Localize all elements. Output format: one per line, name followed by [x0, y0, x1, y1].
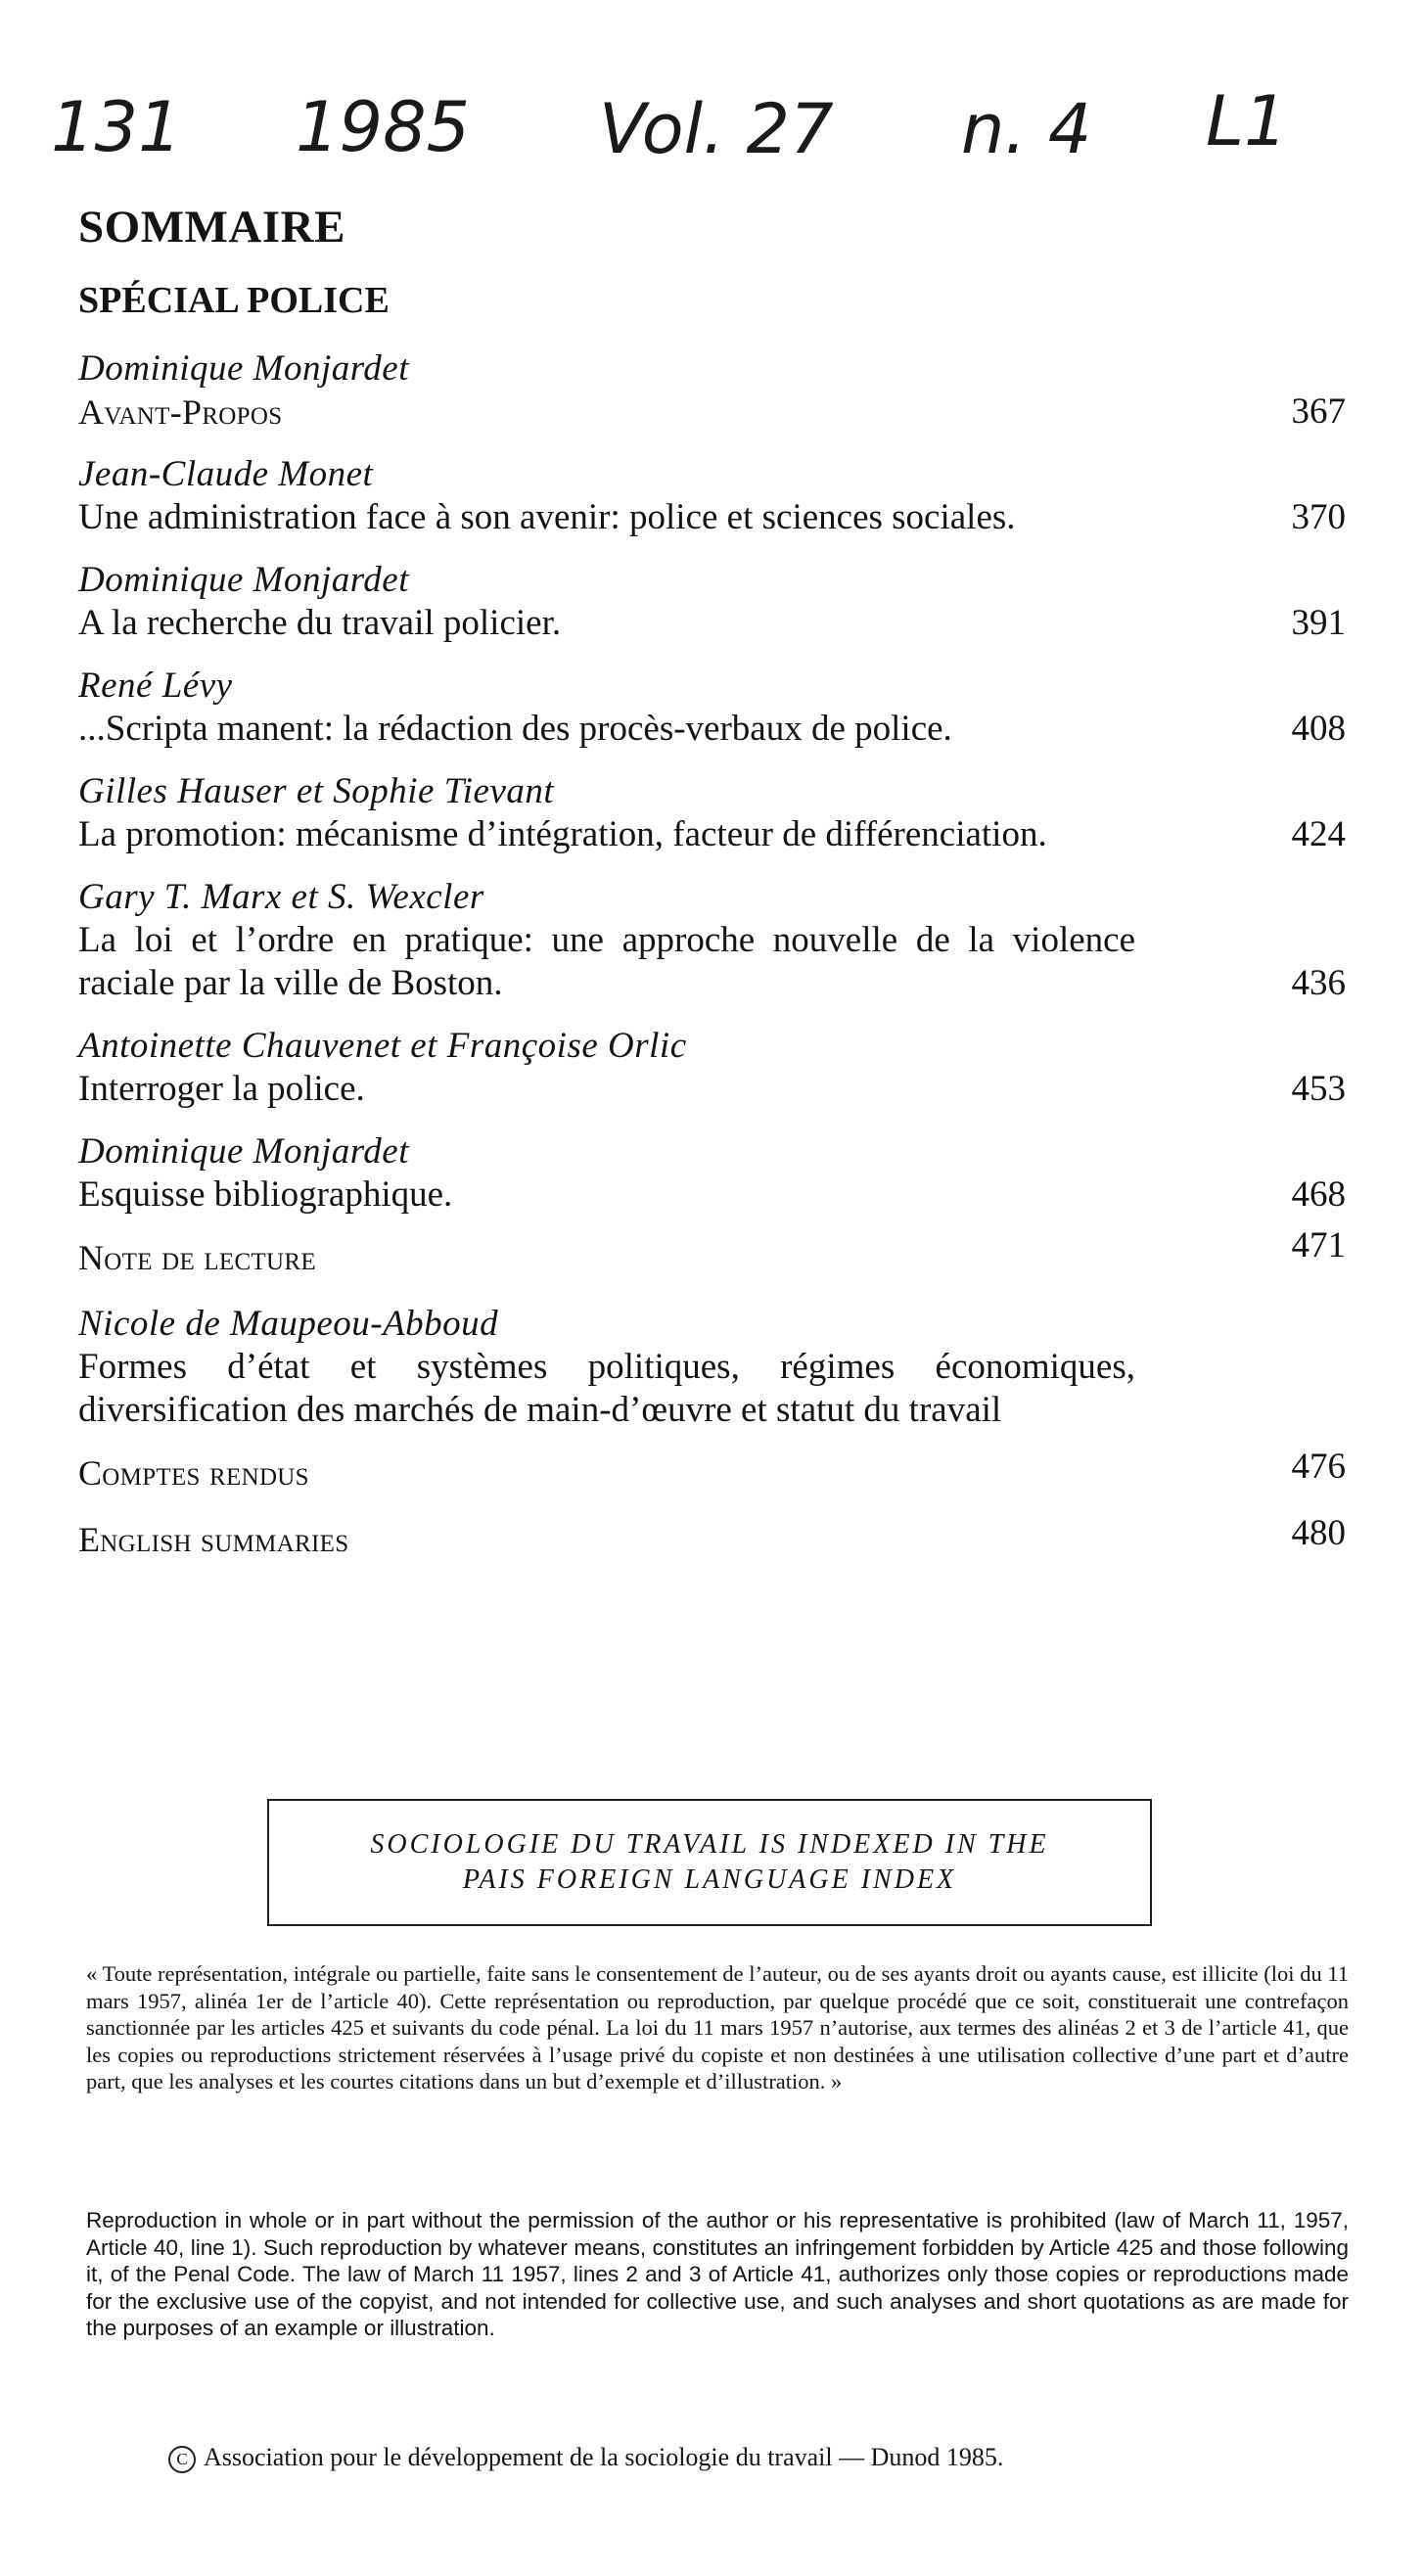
annotation-volume: Vol. 27: [599, 89, 834, 169]
section-note-de-lecture[interactable]: [78, 1225, 1346, 1279]
toc-entry[interactable]: [78, 876, 1346, 1005]
table-of-contents: [78, 347, 1346, 1585]
section-english-summaries[interactable]: [78, 1513, 1346, 1561]
section-label: Note de lecture: [78, 1238, 316, 1277]
entry-author: René Lévy: [78, 666, 233, 706]
issue-subtitle: SPÉCIAL POLICE: [78, 280, 390, 321]
entry-author: Dominique Monjardet: [78, 348, 410, 389]
entry-page: 424: [1291, 814, 1346, 854]
entry-title: Esquisse bibliographique.: [78, 1174, 453, 1215]
entry-author: Antoinette Chauvenet et Françoise Orlic: [78, 1026, 687, 1066]
entry-title: Avant-Propos: [78, 392, 283, 432]
annotation-code: L1: [1206, 81, 1288, 161]
entry-page: 408: [1291, 709, 1346, 749]
legal-notice-english: Reproduction in whole or in part without the permission of the author or his representative is prohibited (law of March 11, 1957, Article 40, line 1). Such reproduction by whatever means, constitutes an infringement forbidden by Article 425 and those following it, of the Penal Code. The law of March 11 1957, lines 2 and 3 of Article 41, authorizes only those copies or reproductions made for the exclusive use of the copyist, and not intended for collective use, and such analyses and short quotations as are made for the purposes of an example or illustration.: [86, 2208, 1349, 2340]
index-notice-line: SOCIOLOGIE DU TRAVAIL IS INDEXED IN THE: [370, 1829, 1049, 1860]
annotation-year: 1985: [296, 87, 471, 167]
entry-page: 436: [1291, 963, 1346, 1003]
toc-entry[interactable]: [78, 665, 1346, 751]
entry-author: Nicole de Maupeou-Abboud: [78, 1304, 499, 1344]
entry-page: 453: [1291, 1069, 1346, 1109]
entry-author: Gilles Hauser et Sophie Tievant: [78, 771, 555, 811]
index-notice-box: [267, 1799, 1152, 1926]
section-label: Comptes rendus: [78, 1453, 309, 1493]
entry-page: 391: [1291, 603, 1346, 643]
entry-page: 367: [1291, 391, 1346, 432]
section-page: 471: [1291, 1225, 1346, 1265]
toc-entry[interactable]: [78, 1025, 1346, 1111]
entry-page: 468: [1291, 1174, 1346, 1215]
entry-title: Formes d’état et systèmes politiques, régimes économiques, diversification des marchés de main-d’œuvre et statut du travail: [78, 1347, 1135, 1430]
section-label: English summaries: [78, 1520, 349, 1559]
page-title: SOMMAIRE: [78, 202, 345, 253]
entry-author: Jean-Claude Monet: [78, 454, 374, 494]
toc-entry[interactable]: [78, 559, 1346, 645]
toc-entry[interactable]: [78, 453, 1346, 539]
entry-title: La promotion: mécanisme d’intégration, facteur de différenciation.: [78, 814, 1047, 854]
entry-title: ...Scripta manent: la rédaction des procès-verbaux de police.: [78, 709, 952, 749]
legal-notice-french: « Toute représentation, intégrale ou partielle, faite sans le consentement de l’auteur, ou de ses ayants droit ou ayants cause, est illicite (loi du 11 mars 1957, alinéa 1er de l’article 40). Cette représentation ou reproduction, par quelque procédé que ce soit, constituerait une contrefaçon sanctionnée par les articles 425 et suivants du code pénal. La loi du 11 mars 1957 n’autorise, aux termes des alinéas 2 et 3 de l’article 41, que les copies ou reproductions strictement réservées à l’usage privé du copiste et non destinées à une utilisation collective d’une part et d’autre part, que les analyses et les courtes citations dans un but d’exemple et d’illustration. »: [86, 1961, 1349, 2093]
entry-title: A la recherche du travail policier.: [78, 603, 562, 643]
entry-author: Dominique Monjardet: [78, 560, 410, 600]
entry-title: Interroger la police.: [78, 1069, 365, 1109]
index-notice-line: PAIS FOREIGN LANGUAGE INDEX: [462, 1864, 957, 1895]
entry-author: Gary T. Marx et S. Wexcler: [78, 877, 484, 917]
toc-entry[interactable]: [78, 347, 1346, 434]
section-page: 476: [1291, 1447, 1346, 1487]
toc-entry[interactable]: [78, 1303, 1346, 1432]
handwritten-annotation: [51, 72, 1323, 190]
entry-title: La loi et l’ordre en pratique: une approche nouvelle de la violence raciale par la ville de Boston.: [78, 920, 1135, 1003]
section-page: 480: [1291, 1513, 1346, 1553]
toc-entry[interactable]: [78, 1130, 1346, 1217]
copyright-icon: C: [168, 2446, 196, 2473]
annotation-issue: n. 4: [961, 89, 1092, 169]
entry-author: Dominique Monjardet: [78, 1131, 410, 1172]
entry-title: Une administration face à son avenir: police et sciences sociales.: [78, 497, 1016, 537]
entry-page: 370: [1291, 497, 1346, 537]
copyright-text: Association pour le développement de la sociologie du travail — Dunod 1985.: [204, 2443, 1004, 2471]
annotation-number: 131: [51, 87, 182, 167]
section-comptes-rendus[interactable]: [78, 1447, 1346, 1495]
copyright-line: [168, 2443, 1003, 2473]
toc-entry[interactable]: [78, 770, 1346, 856]
